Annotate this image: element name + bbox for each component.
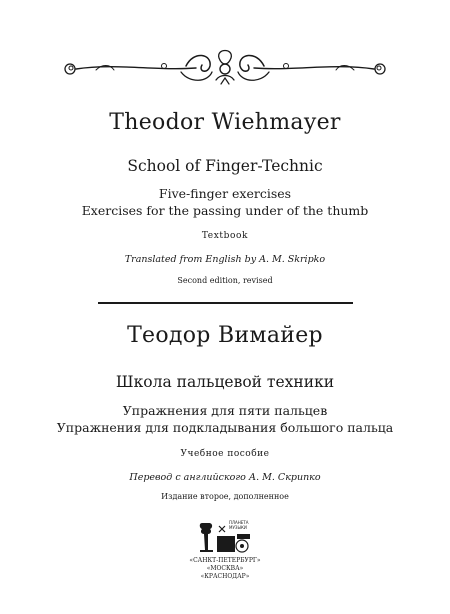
city-krasnodar: «КРАСНОДАР» [200,573,250,580]
russian-edition-note: Издание второе, дополненное [161,492,289,501]
publisher-logo-line-2: МУЗЫКИ [229,525,247,530]
russian-subtitle-line-2: Упражнения для подкладывания большого пальца [56,420,394,435]
english-publication-type: Textbook [201,231,249,241]
russian-publication-type: Учебное пособие [180,449,270,459]
english-subtitle-line-1: Five-finger exercises [158,186,292,201]
english-author-name: Theodor Wiehmayer [109,110,341,135]
city-saint-petersburg: «САНКТ-ПЕТЕРБУРГ» [189,557,261,564]
publisher-cities [0,557,450,581]
russian-book-title: Школа пальцевой техники [115,373,335,391]
russian-translator-credit: Перевод с английского А. М. Скрипко [129,472,321,483]
publisher-logo-line-1: ПЛАНЕТА [229,520,249,525]
english-translator-credit: Translated from English by A. M. Skripko [124,254,326,265]
english-subtitle-line-2: Exercises for the passing under of the thumb [81,203,369,218]
english-edition-note: Second edition, revised [177,276,273,285]
section-divider-rule [98,302,353,304]
english-book-title: School of Finger-Technic [127,157,323,175]
decorative-flourish-ornament [56,44,394,90]
russian-author-name: Теодор Вимайер [127,323,323,348]
publisher-logo [197,520,255,554]
city-moscow: «МОСКВА» [206,565,244,572]
russian-subtitle-line-1: Упражнения для пяти пальцев [122,403,328,418]
